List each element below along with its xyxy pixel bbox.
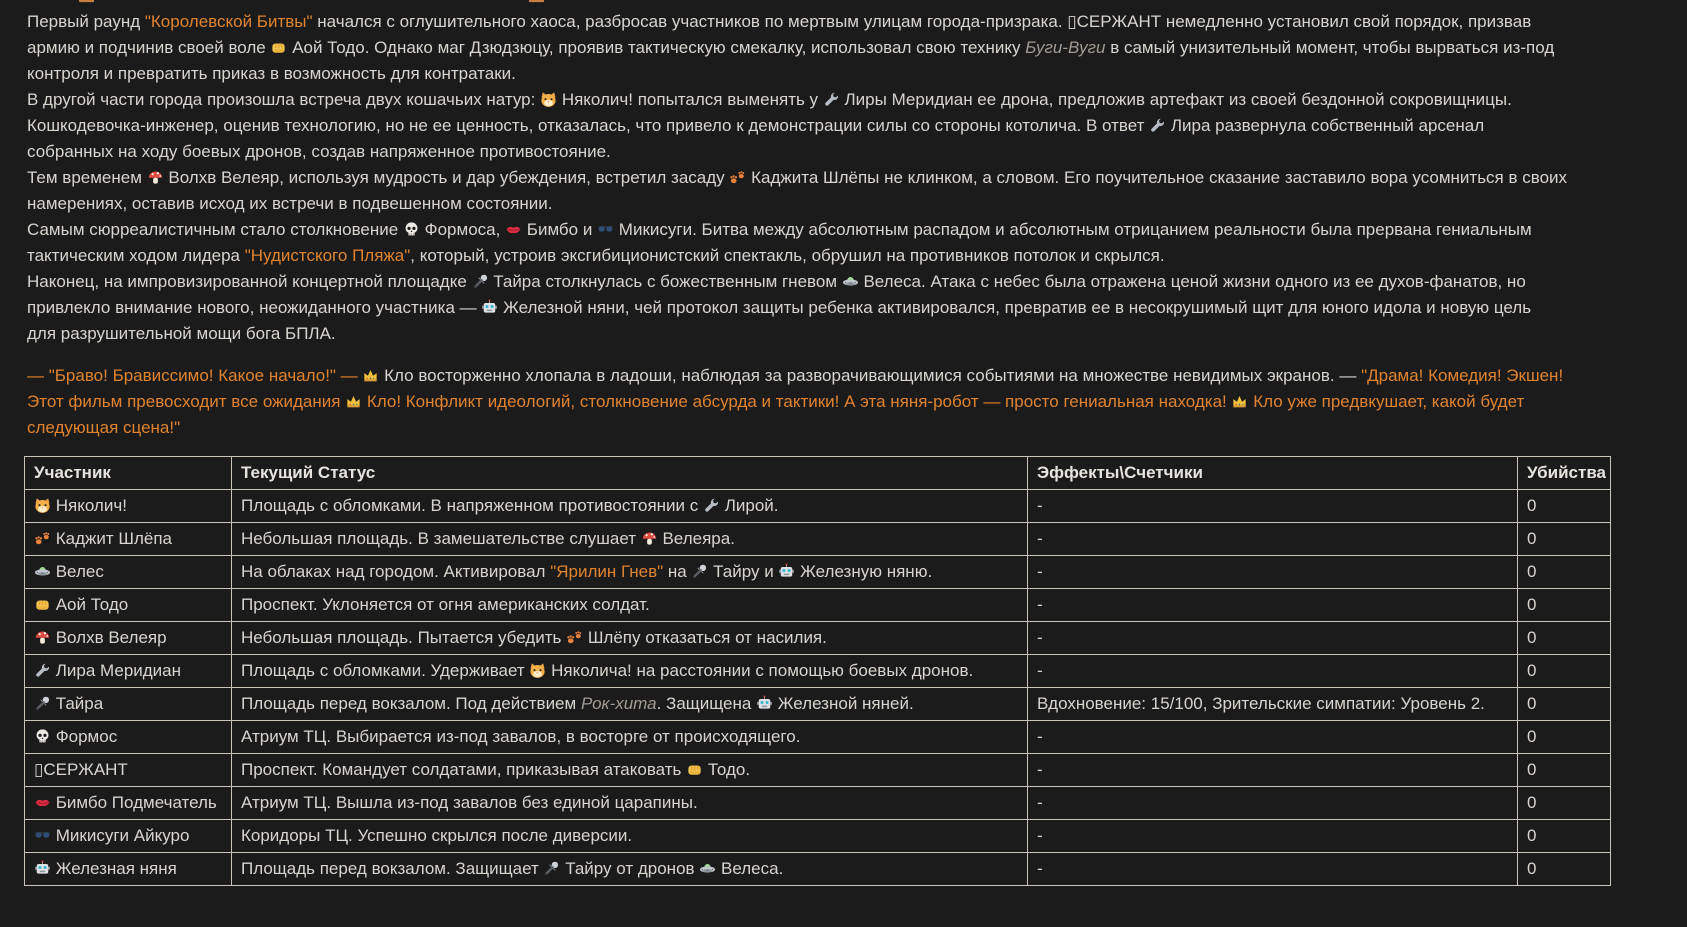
text-run: собранных на ходу боевых дронов, создав напряженное противостояние. [27,142,611,161]
text-run: Железной няни, чей протокол защиты ребенка активировался, превратив ее в несокрушимый щит для юного идола и новую цель [498,298,1532,317]
fist-icon [34,592,51,618]
narrative-line [27,269,1660,295]
text-run: Рок-хита [580,694,657,713]
crown-icon [1231,389,1248,415]
text-run: Шлёпу отказаться от насилия. [583,628,827,647]
table-row [25,556,1611,589]
effects-cell: - [1028,721,1518,754]
text-run: Формос [51,727,118,746]
text-run: На облаках над городом. Активировал [241,562,551,581]
narrative-line [27,295,1660,321]
text-run: Аой Тодо [51,595,129,614]
paw-prints-icon [34,526,51,552]
effects-cell: - [1028,787,1518,820]
text-run: . Защищена [656,694,757,713]
text-run: Площадь с обломками. Удерживает [241,661,530,680]
table-row [25,820,1611,853]
text-run: Кло уже предвкушает, какой будет [1248,392,1525,411]
text-run: Тайра [51,694,104,713]
text-run: Лирой. [719,496,779,515]
table-row [25,754,1611,787]
wrench-icon [823,87,840,113]
kills-cell: 0 [1518,622,1611,655]
sunglasses-icon [34,823,51,849]
table-row [25,490,1611,523]
text-run: Коридоры ТЦ. Успешно скрылся после диверсии. [241,826,633,845]
fist-icon [686,757,703,783]
text-run: Бимбо Подмечатель [51,793,217,812]
status-cell [232,688,1028,721]
text-run: "Драма! Комедия! Экшен! [1361,366,1564,385]
narrative-line [27,61,1660,87]
narrative-line [27,321,1660,347]
participant-cell [25,589,232,622]
participant-cell [25,490,232,523]
text-run: Тайру и [708,562,779,581]
narrative-line [27,9,1660,35]
text-run: Няколич! [51,496,127,515]
narrative-line [27,87,1660,113]
effects-cell: - [1028,589,1518,622]
text-run: Железной няней. [773,694,914,713]
text-run: Микисуги. Битва между абсолютным распадом и абсолютным отрицанием реальности была прервана гениальным [614,220,1532,239]
status-cell [232,787,1028,820]
text-run: Проспект. Командует солдатами, приказывая атаковать [241,760,687,779]
lips-icon [34,790,51,816]
status-cell [232,589,1028,622]
text-run: Няколич! попытался выменять у [557,90,823,109]
table-row [25,655,1611,688]
kills-cell: 0 [1518,556,1611,589]
text-run: Велеса. [716,859,784,878]
text-run: Проспект. Уклоняется от огня американских солдат. [241,595,650,614]
text-run: , который, устроив эксгибиционистский спектакль, обрушил на противников потолок и скрылся. [410,246,1165,265]
kills-cell: 0 [1518,688,1611,721]
table-row [25,589,1611,622]
text-run: Кло! Конфликт идеологий, столкновение абсурда и тактики! А эта няня-робот — просто гениальная находка! [362,392,1232,411]
text-run: "Ярилин Гнев" [550,562,664,581]
status-cell [232,622,1028,655]
lips-icon [505,217,522,243]
text-run: Волхв Велеяр, используя мудрость и дар убеждения, встретил засаду [163,168,730,187]
text-run: Формоса, [419,220,506,239]
kills-cell: 0 [1518,655,1611,688]
table-row [25,688,1611,721]
kills-cell: 0 [1518,589,1611,622]
text-run: Велеяра. [657,529,735,548]
narrative-line [27,35,1660,61]
status-cell [232,721,1028,754]
text-run: Велес [51,562,104,581]
text-run: Велеса. Атака с небес была отражена ценой жизни одного из ее духов-фанатов, но [858,272,1526,291]
participant-cell [25,622,232,655]
header-status: Текущий Статус [232,457,1028,490]
battle-status-table [24,456,1611,886]
text-run: Няколича! на расстоянии с помощью боевых дронов. [546,661,974,680]
text-run: В другой части города произошла встреча двух кошачьих натур: [27,90,541,109]
cat-face-icon [540,87,557,113]
text-run: Небольшая площадь. В замешательстве слушает [241,529,641,548]
clapper-icon [528,0,545,5]
table-row [25,622,1611,655]
paw-prints-icon [729,165,746,191]
table-row [25,853,1611,886]
crown-icon [345,389,362,415]
kills-cell: 0 [1518,490,1611,523]
text-run: Каджит Шлёпа [51,529,172,548]
crown-icon [362,363,379,389]
dialogue-line [27,389,1660,415]
effects-cell: - [1028,820,1518,853]
text-run: Лира развернула собственный арсенал [1166,116,1485,135]
text-run: Атриум ТЦ. Вышла из-под завалов без единой царапины. [241,793,698,812]
effects-cell: - [1028,622,1518,655]
kills-cell: 0 [1518,754,1611,787]
text-run: Тайра столкнулась с божественным гневом [488,272,842,291]
narrative-line [27,139,1660,165]
text-run: Тодо. [703,760,751,779]
text-run: Лиры Меридиан ее дрона, предложив артефакт из своей бездонной сокровищницы. [839,90,1512,109]
clipped-heading-line [0,0,1687,5]
narrative-line [27,165,1660,191]
saucer-icon [699,856,716,882]
status-cell [232,820,1028,853]
narrative-line [27,217,1660,243]
wrench-icon [1149,113,1166,139]
header-participant: Участник [25,457,232,490]
text-run: Буги-Вуги [1025,38,1106,57]
participant-cell [25,655,232,688]
skull-icon [34,724,51,750]
text-run: армию и подчинив своей воле [27,38,271,57]
status-cell [232,523,1028,556]
microphone-icon [691,559,708,585]
dialogue-line [27,415,1660,441]
robot-icon [481,295,498,321]
dialogue-line [27,363,1660,389]
text-run: Кошкодевочка-инженер, оценив технологию, но не ее ценность, отказалась, что привело к демонстрации силы со стороны котолича. В ответ [27,116,1150,135]
sunglasses-icon [597,217,614,243]
text-run: Тем временем [27,168,147,187]
participant-cell [25,556,232,589]
saucer-icon [34,559,51,585]
text-run: на [663,562,692,581]
narrative-line [27,243,1660,269]
effects-cell: - [1028,655,1518,688]
status-cell [232,655,1028,688]
microphone-icon [543,856,560,882]
table-row [25,721,1611,754]
text-run: Каджита Шлёпы не клинком, а словом. Его поучительное сказание заставило вора усомниться в своих [746,168,1568,187]
text-run: Самым сюрреалистичным стало столкновение [27,220,403,239]
participant-cell [25,688,232,721]
text-run: Атриум ТЦ. Выбирается из-под завалов, в восторге от происходящего. [241,727,801,746]
status-cell [232,556,1028,589]
text-run: следующая сцена!" [27,418,181,437]
text-run: Площадь с обломками. В напряженном противостоянии с [241,496,703,515]
mushroom-icon [34,625,51,651]
text-run: контроля и превратить приказ в возможность для контратаки. [27,64,516,83]
text-run: Бимбо и [522,220,598,239]
text-run: Площадь перед вокзалом. Защищает [241,859,544,878]
skull-icon [403,217,420,243]
status-cell [232,853,1028,886]
text-run: Тайру от дронов [560,859,700,878]
narrative-block [27,9,1660,347]
status-cell [232,490,1028,523]
effects-cell: - [1028,754,1518,787]
mushroom-icon [147,165,164,191]
text-run: тактическим ходом лидера [27,246,245,265]
participant-cell [25,523,232,556]
text-run: для разрушительной мощи бога БПЛА. [27,324,336,343]
text-run: "Нудистского Пляжа" [244,246,411,265]
narrative-line [27,113,1660,139]
text-run: Железная няня [51,859,177,878]
table-row [25,523,1611,556]
text-run: Первый раунд [27,12,145,31]
microphone-icon [34,691,51,717]
kills-cell: 0 [1518,787,1611,820]
header-kills: Убийства [1518,457,1611,490]
text-run: в самый унизительный момент, чтобы вырваться из-под [1105,38,1555,57]
robot-icon [778,559,795,585]
text-run: Микисуги Айкуро [51,826,190,845]
paw-prints-icon [566,625,583,651]
microphone-icon [472,269,489,295]
participant-cell [25,721,232,754]
fist-icon [270,35,287,61]
text-run: ▯СЕРЖАНТ [34,760,128,779]
text-run: "Королевской Битвы" [144,12,313,31]
participant-cell [25,820,232,853]
text-run: Волхв Велеяр [51,628,167,647]
header-effects: Эффекты\Счетчики [1028,457,1518,490]
cat-face-icon [34,493,51,519]
participant-cell [25,787,232,820]
text-run: Аой Тодо. Однако маг Дзюдзюцу, проявив тактическую смекалку, использовал свою технику [287,38,1026,57]
kills-cell: 0 [1518,853,1611,886]
text-run: Площадь перед вокзалом. Под действием [241,694,581,713]
text-run: начался с оглушительного хаоса, разбросав участников по мертвым улицам города-призрака. ▯СЕРЖАНТ немедленно установил свой порядок, призвав [312,12,1532,31]
participant-cell [25,853,232,886]
kills-cell: 0 [1518,721,1611,754]
effects-cell: - [1028,853,1518,886]
clapper-icon [78,0,95,5]
effects-cell: - [1028,556,1518,589]
wrench-icon [703,493,720,519]
text-run: Лира Меридиан [51,661,182,680]
robot-icon [34,856,51,882]
text-run: Наконец, на импровизированной концертной площадке [27,272,472,291]
narrative-line [27,191,1660,217]
table-row [25,787,1611,820]
saucer-icon [842,269,859,295]
text-run: Этот фильм превосходит все ожидания [27,392,346,411]
effects-cell: - [1028,490,1518,523]
text-run: привлекло внимание нового, неожиданного участника — [27,298,482,317]
effects-cell: Вдохновение: 15/100, Зрительские симпатии: Уровень 2. [1028,688,1518,721]
mushroom-icon [641,526,658,552]
text-run: Кло восторженно хлопала в ладоши, наблюдая за разворачивающимися событиями на множестве невидимых экранов. — [379,366,1362,385]
kills-cell: 0 [1518,820,1611,853]
cat-face-icon [529,658,546,684]
text-run: намерениях, оставив исход их встречи в подвешенном состоянии. [27,194,553,213]
table-header-row [25,457,1611,490]
wrench-icon [34,658,51,684]
status-cell [232,754,1028,787]
text-run: Железную няню. [795,562,933,581]
robot-icon [756,691,773,717]
effects-cell: - [1028,523,1518,556]
participant-cell [25,754,232,787]
kills-cell: 0 [1518,523,1611,556]
dialogue-block [27,363,1660,441]
text-run: — "Браво! Брависсимо! Какое начало!" — [27,366,363,385]
text-run: Небольшая площадь. Пытается убедить [241,628,567,647]
